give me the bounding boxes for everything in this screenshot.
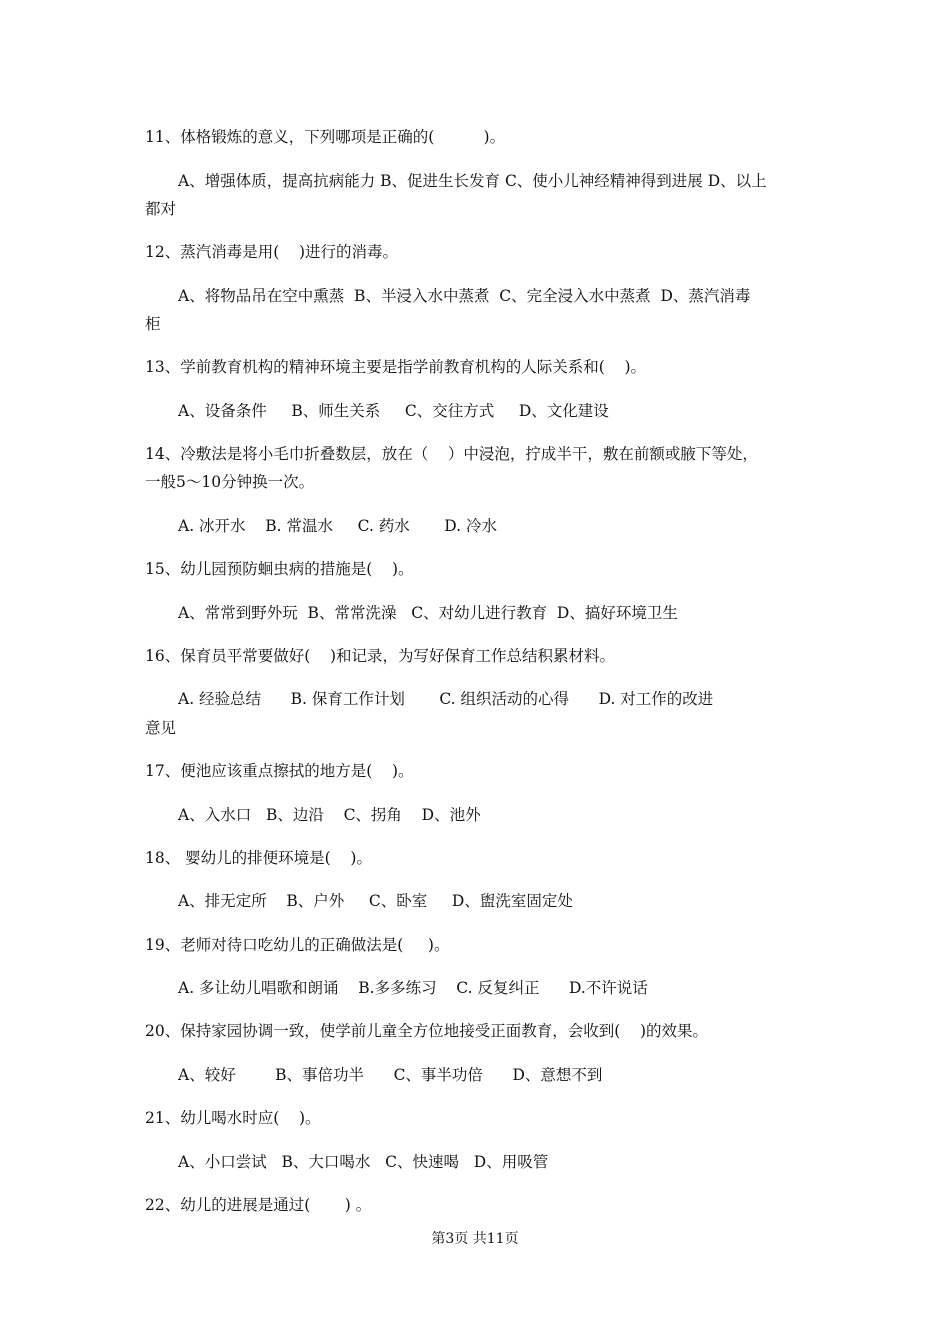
question-19: 19、老师对待口吃幼儿的正确做法是( )。: [145, 936, 450, 954]
options-11-continued: 都对: [145, 200, 177, 218]
page-footer: 第3页 共11页: [431, 1231, 519, 1247]
question-18: 18、 婴幼儿的排便环境是( )。: [145, 849, 372, 867]
options-12: A、将物品吊在空中熏蒸 B、半浸入水中蒸煮 C、完全浸入水中蒸煮 D、蒸汽消毒: [178, 287, 751, 305]
options-17: A、入水口 B、边沿 C、拐角 D、池外: [178, 806, 481, 824]
options-20: A、较好 B、事倍功半 C、事半功倍 D、意想不到: [178, 1066, 603, 1084]
options-11: A、增强体质，提高抗病能力 B、促进生长发育 C、使小儿神经精神得到进展 D、以上: [178, 172, 767, 190]
options-15: A、常常到野外玩 B、常常洗澡 C、对幼儿进行教育 D、搞好环境卫生: [178, 604, 678, 622]
options-19: A. 多让幼儿唱歌和朗诵 B.多多练习 C. 反复纠正 D.不许说话: [178, 979, 648, 997]
question-20: 20、保持家园协调一致，使学前儿童全方位地接受正面教育，会收到( )的效果。: [145, 1022, 709, 1040]
question-15: 15、幼儿园预防蛔虫病的措施是( )。: [145, 560, 414, 578]
question-12: 12、蒸汽消毒是用( )进行的消毒。: [145, 243, 399, 261]
options-16-continued: 意见: [145, 719, 177, 737]
question-14-continued: 一般5～10分钟换一次。: [145, 473, 315, 491]
question-22: 22、幼儿的进展是通过( ) 。: [145, 1196, 372, 1214]
question-11: 11、体格锻炼的意义，下列哪项是正确的( )。: [145, 128, 506, 146]
question-17: 17、便池应该重点擦拭的地方是( )。: [145, 762, 414, 780]
question-13: 13、学前教育机构的精神环境主要是指学前教育机构的人际关系和( )。: [145, 358, 647, 376]
question-14: 14、冷敷法是将小毛巾折叠数层，放在（ ）中浸泡，拧成半干，敷在前额或腋下等处，: [145, 445, 758, 463]
options-18: A、排无定所 B、户外 C、卧室 D、盥洗室固定处: [178, 892, 573, 910]
options-21: A、小口尝试 B、大口喝水 C、快速喝 D、用吸管: [178, 1153, 549, 1171]
question-21: 21、幼儿喝水时应( )。: [145, 1109, 321, 1127]
options-14: A. 冰开水 B. 常温水 C. 药水 D. 冷水: [178, 517, 498, 535]
question-16: 16、保育员平常要做好( )和记录，为写好保育工作总结积累材料。: [145, 647, 616, 665]
options-16: A. 经验总结 B. 保育工作计划 C. 组织活动的心得 D. 对工作的改进: [178, 690, 714, 708]
options-13: A、设备条件 B、师生关系 C、交往方式 D、文化建设: [178, 402, 609, 420]
options-12-continued: 柜: [145, 315, 161, 333]
